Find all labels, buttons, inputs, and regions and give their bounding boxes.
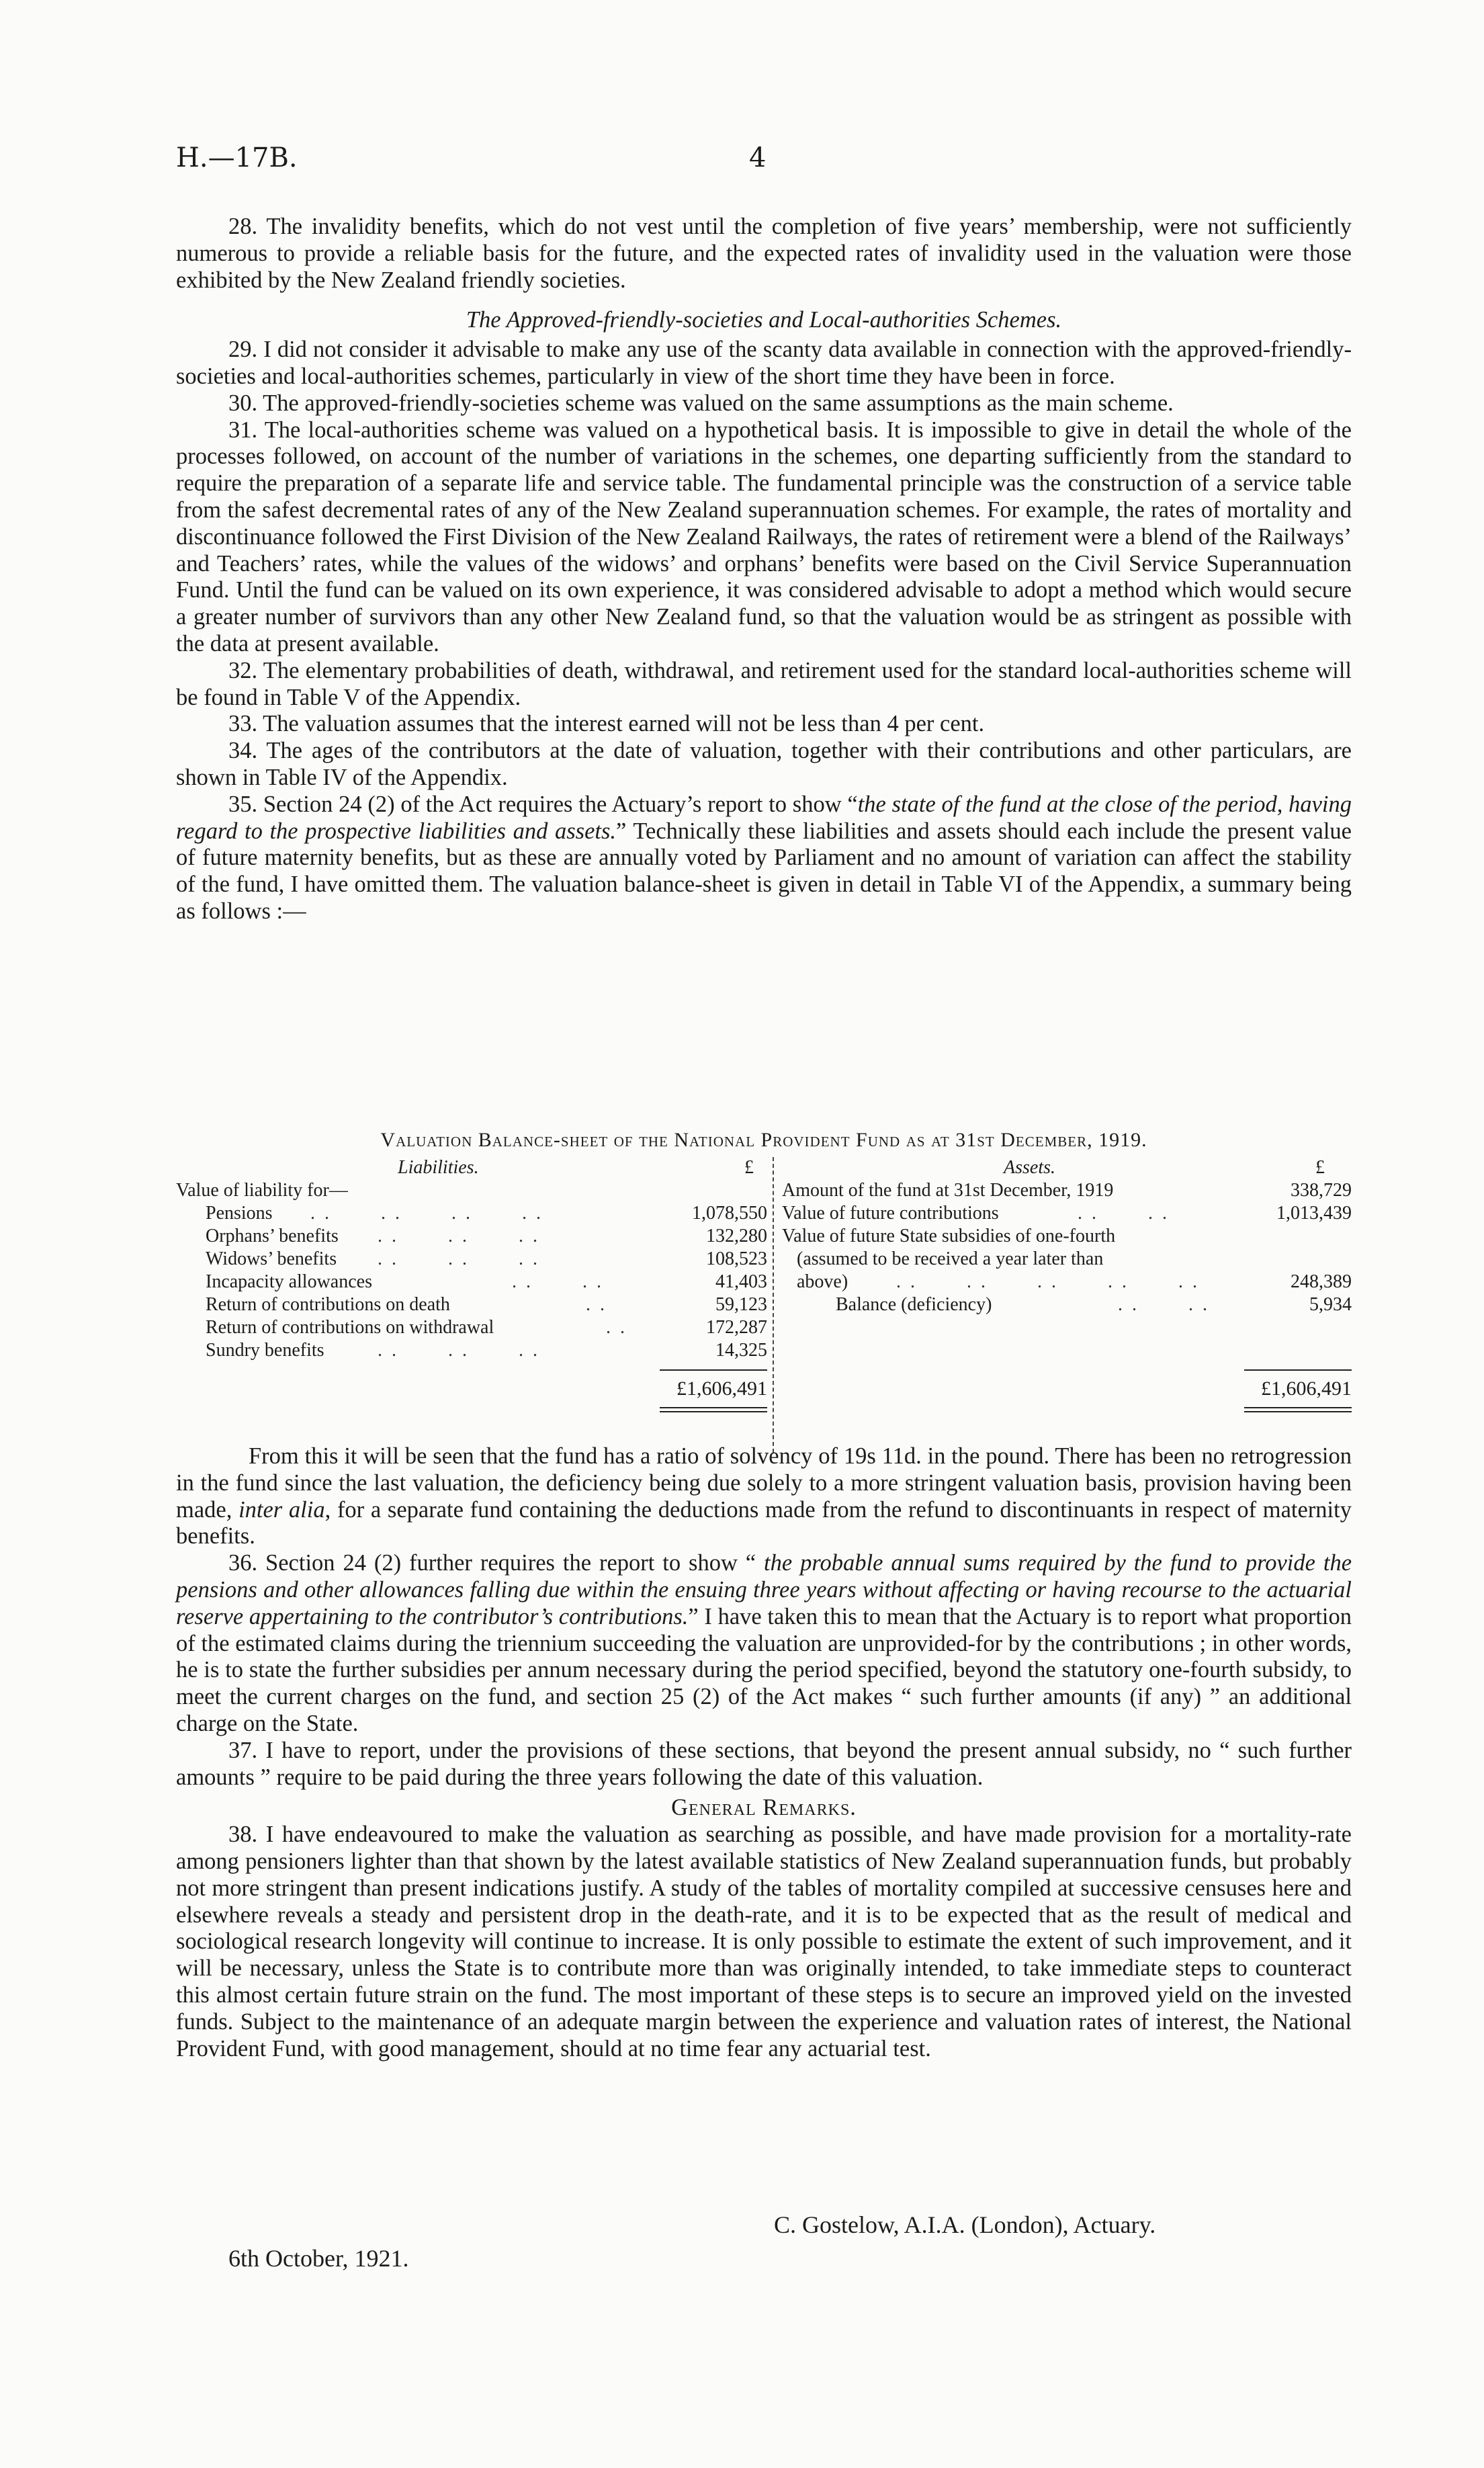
paragraph-28: 28. The invalidity benefits, which do not vest until the completion of five years’ membership, were not sufficiently numerous to provide a reliable basis for the future, and the expected rates of invalidity used in the valuation were those exhibited by the New Zealand friendly societies. <box>176 214 1352 293</box>
signature-line: C. Gostelow, A.I.A. (London), Actuary. <box>774 2211 1156 2238</box>
liability-amount: 59,123 <box>715 1294 767 1315</box>
liability-row <box>176 1340 767 1363</box>
liabilities-double-rule <box>176 1406 767 1415</box>
assets-total-row <box>782 1377 1352 1406</box>
leader-dots: .. .. <box>1078 1203 1176 1224</box>
paragraph-30: 30. The approved-friendly-societies scheme was valued on the same assumptions as the main scheme. <box>228 390 1174 416</box>
leader-dots: .. .. .. <box>378 1248 547 1269</box>
liability-row <box>176 1271 767 1294</box>
liability-label: Orphans’ benefits <box>206 1226 339 1246</box>
liability-row <box>176 1203 767 1226</box>
liability-label: Sundry benefits <box>206 1340 324 1361</box>
asset-label: (assumed to be received a year later than <box>797 1248 1104 1269</box>
asset-label: Value of future State subsidies of one-fourth <box>782 1226 1116 1246</box>
paragraph-solvency <box>176 1443 1352 1550</box>
asset-amount: 248,389 <box>1291 1271 1352 1292</box>
rule-line <box>660 1407 767 1408</box>
rule-line <box>660 1411 767 1412</box>
leader-dots: .. <box>586 1294 614 1315</box>
section-heading-general-remarks: General Remarks. <box>671 1795 857 1821</box>
paragraph-29: 29. I did not consider it advisable to make any use of the scanty data available in connection with the approved-friendly-societies and local-authorities schemes, particularly in view of the short time they have been in force. <box>176 337 1352 389</box>
date-line: 6th October, 1921. <box>228 2245 409 2272</box>
assets-column <box>782 1157 1352 1415</box>
solvency-latin: inter alia <box>238 1496 325 1523</box>
liability-label: Pensions <box>206 1203 273 1224</box>
liabilities-intro-row <box>176 1180 767 1203</box>
liability-amount: 132,280 <box>706 1226 767 1246</box>
liability-label: Incapacity allowances <box>206 1271 372 1292</box>
paragraph-36-part-c: ” I have taken this to mean that the Actuary is to report what proportion of the estimated claims during the triennium succeeding the valuation are unprovided-for by the contributions ; in other words, he is to state the further subsidies per annum necessary during the period specified, beyond the statutory one-fourth subsidy, to meet the current charges on the fund, and section 25 (2) of the Act makes “ such further amounts (if any) ” an additional charge on the State. <box>176 1603 1352 1736</box>
asset-row <box>782 1180 1352 1203</box>
asset-row <box>782 1226 1352 1248</box>
asset-amount: 338,729 <box>1291 1180 1352 1201</box>
liability-row <box>176 1294 767 1317</box>
rule-line <box>1244 1407 1352 1408</box>
leader-dots: .. .. .. .. .. <box>896 1271 1207 1292</box>
paragraph-32: 32. The elementary probabilities of death, withdrawal, and retirement used for the standard local-authorities scheme will be found in Table V of the Appendix. <box>176 657 1352 710</box>
asset-label: Balance (deficiency) <box>836 1294 992 1315</box>
leader-dots: .. .. .. <box>378 1226 547 1246</box>
assets-heading: Assets. <box>1004 1157 1055 1178</box>
liability-amount: 41,403 <box>715 1271 767 1292</box>
document-reference: H.—17B. <box>176 142 298 173</box>
column-divider <box>773 1157 774 1453</box>
liabilities-total: £1,606,491 <box>676 1377 767 1400</box>
balance-sheet <box>176 1129 1352 1453</box>
liabilities-heading: Liabilities. <box>398 1157 479 1178</box>
leader-dots: .. .. .. <box>378 1340 547 1361</box>
liabilities-intro: Value of liability for— <box>176 1180 348 1201</box>
solvency-part-a: From this it will be seen that the fund has a ratio of solvency of 19s 11d. in the pound. There has been no retrogression in the fund since the last valuation, the deficiency being due solely to a more stringent valuation basis, provision having been made, <box>176 1443 1352 1523</box>
balance-sheet-columns <box>176 1157 1352 1453</box>
paragraph-36 <box>176 1550 1352 1738</box>
assets-subtotal-rule <box>782 1363 1352 1377</box>
solvency-part-c: , for a separate fund containing the deductions made from the refund to discontinuants in respect of maternity benefits. <box>176 1496 1352 1549</box>
liability-amount: 1,078,550 <box>692 1203 767 1224</box>
liability-row <box>176 1317 767 1340</box>
liability-label: Widows’ benefits <box>206 1248 337 1269</box>
liabilities-subtotal-rule <box>176 1363 767 1377</box>
liability-amount: 14,325 <box>715 1340 767 1361</box>
asset-row <box>782 1248 1352 1271</box>
lower-body <box>176 1443 1352 2062</box>
asset-amount: 5,934 <box>1309 1294 1352 1315</box>
paragraph-35 <box>176 792 1352 925</box>
paragraph-35-quote: the state of the fund at the close of the period, having regard to the prospective liabilities and assets. <box>176 791 1352 844</box>
asset-row <box>782 1294 1352 1317</box>
asset-amount: 1,013,439 <box>1276 1203 1352 1224</box>
liability-row <box>176 1248 767 1271</box>
leader-dots: .. .. <box>1118 1294 1217 1315</box>
liability-row <box>176 1226 767 1248</box>
asset-row <box>782 1203 1352 1226</box>
leader-dots: .. .. .. .. <box>310 1203 550 1224</box>
assets-currency: £ <box>1315 1157 1325 1178</box>
liabilities-column <box>176 1157 767 1415</box>
assets-double-rule <box>782 1406 1352 1415</box>
paragraph-36-quote: the probable annual sums required by the fund to provide the pensions and other allowances falling due within the ensuing three years without affecting or having recourse to the actuarial reserve appertaining to the contributor’s contributions. <box>176 1550 1352 1629</box>
liabilities-currency: £ <box>744 1157 754 1178</box>
liabilities-header-row <box>176 1157 767 1180</box>
liabilities-total-row <box>176 1377 767 1406</box>
liability-label: Return of contributions on death <box>206 1294 450 1315</box>
liability-amount: 108,523 <box>706 1248 767 1269</box>
leader-dots: .. .. <box>512 1271 611 1292</box>
leader-dots: .. <box>606 1317 634 1338</box>
upper-body <box>176 214 1352 925</box>
paragraph-34: 34. The ages of the contributors at the date of valuation, together with their contributions and other particulars, are shown in Table IV of the Appendix. <box>176 738 1352 790</box>
rule-line <box>660 1369 767 1371</box>
asset-label: Value of future contributions <box>782 1203 999 1224</box>
paragraph-35-part-c: ” Technically these liabilities and assets should each include the present value of future maternity benefits, but as these are annually voted by Parliament and no amount of variation can affect the stability of the fund, I have omitted them. The valuation balance-sheet is given in detail in Table VI of the Appendix, a summary being as follows :— <box>176 818 1352 924</box>
asset-row <box>782 1271 1352 1294</box>
liability-amount: 172,287 <box>706 1317 767 1338</box>
paragraph-33: 33. The valuation assumes that the interest earned will not be less than 4 per cent. <box>228 711 985 737</box>
paragraph-35-part-a: 35. Section 24 (2) of the Act requires the Actuary’s report to show “ <box>228 791 858 817</box>
balance-sheet-title: Valuation Balance-sheet of the National Provident Fund as at 31st December, 1919. <box>380 1129 1147 1151</box>
assets-total: £1,606,491 <box>1261 1377 1352 1400</box>
paragraph-38: 38. I have endeavoured to make the valuation as searching as possible, and have made provision for a mortality-rate among pensioners lighter than that shown by the latest available statistics of New Zealand superannuation funds, but probably not more stringent than present indications justify. A study of the tables of mortality compiled at successive censuses here and elsewhere reveals a steady and persistent drop in the death-rate, and it is to be expected that as the result of medical and sociological research longevity will continue to increase. It is only possible to estimate the extent of such improvement, and it will be necessary, unless the State is to contribute more than was originally intended, to take immediate steps to counteract this almost certain future strain on the fund. The most important of these steps is to secure an improved yield on the invested funds. Subject to the maintenance of an adequate margin between the experience and valuation rates of interest, the National Provident Fund, with good management, should at no time fear any actuarial test. <box>176 1822 1352 2061</box>
rule-line <box>1244 1369 1352 1371</box>
rule-line <box>1244 1411 1352 1412</box>
page-number: 4 <box>749 142 767 173</box>
liability-label: Return of contributions on withdrawal <box>206 1317 494 1338</box>
assets-header-row <box>782 1157 1352 1180</box>
paragraph-31: 31. The local-authorities scheme was valued on a hypothetical basis. It is impossible to give in detail the whole of the processes followed, on account of the number of variations in the schemes, one departing sufficiently from the standard to require the preparation of a separate life and service table. The fundamental principle was the construction of a service table from the safest decremental rates of any of the New Zealand superannuation schemes. For example, the rates of mortality and discontinuance followed the First Division of the New Zealand Railways, the rates of retirement were a blend of the Railways’ and Teachers’ rates, while the values of the widows’ and orphans’ benefits were based on the Civil Service Superannuation Fund. Until the fund can be valued on its own experience, it was considered advisable to adopt a method which would secure a greater number of survivors than any other New Zealand fund, so that the valuation would be as stringent as possible with the data at present available. <box>176 417 1352 656</box>
asset-label: Amount of the fund at 31st December, 1919 <box>782 1180 1114 1201</box>
asset-label: above) <box>797 1271 848 1292</box>
paragraph-36-part-a: 36. Section 24 (2) further requires the report to show “ <box>228 1550 765 1576</box>
section-heading-schemes: The Approved-friendly-societies and Local-authorities Schemes. <box>466 307 1062 333</box>
paragraph-37: 37. I have to report, under the provisions of these sections, that beyond the present annual subsidy, no “ such further amounts ” require to be paid during the three years following the date of this valuation. <box>176 1737 1352 1790</box>
